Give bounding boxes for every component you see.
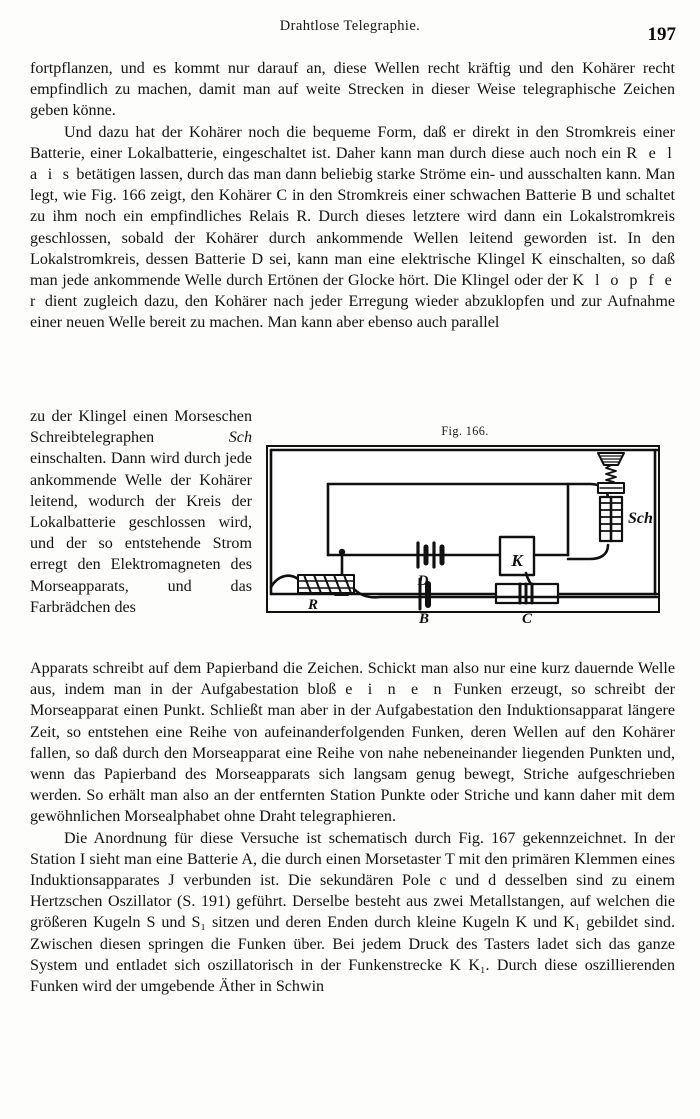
figure-frame bbox=[266, 445, 660, 627]
text-block-wrap-left bbox=[30, 406, 252, 618]
label-bell-k: K bbox=[511, 551, 523, 570]
label-relay-r: R bbox=[308, 597, 319, 613]
emphasis-relais: R e l a i s bbox=[30, 144, 675, 184]
text-block-bottom bbox=[30, 658, 675, 997]
paragraph-4-text: Die Anordnung für diese Versuche ist schematisch durch Fig. 167 gekennzeichnet. In der Station I sieht man eine Batterie A, die durch einen Morsetaster T mit den primären Klemmen eines Induktionsapparates J verbunden ist. Die sekundären Pole c und d desselben sind zu einem Hertzschen Oszillator (S. 191) geführt. Derselbe besteht aus zwei Metallstangen, auf welchen die größeren Kugeln S und S₁ sitzen und deren Enden durch kleine Kugeln K und K₁ gebildet sind. Zwischen diesen springen die Funken über. Bei jedem Druck des Tasters ladet sich das ganze System und entladet sich oszillatorisch in der Funkenstrecke K K₁. Durch diese oszillierenden Funken wird der umgebende Äther in Schwin bbox=[30, 829, 675, 996]
paragraph-3-part-a: Apparats schreibt auf dem Papierband die Zeichen. Schickt man also nur eine kurz dauernde Welle aus, indem man in der Aufgabestation bloß bbox=[30, 660, 675, 699]
local-wire-from-sch bbox=[568, 545, 608, 559]
wrap-text-b: einschalten. Dann wird durch jede ankommende Welle der Kohärer leitend, wodurch der Kreis der Lokalbatterie geschlossen wird, und der so entstehende Strom erregt den Elektromagneten des Morseapparats, und das Farbrädchen des bbox=[30, 450, 252, 616]
label-local-battery-d: D bbox=[417, 573, 429, 589]
paragraph-4 bbox=[30, 828, 675, 998]
circuit-diagram bbox=[268, 447, 657, 627]
paragraph-1-text: fortpflanzen, und es kommt nur darauf an, diese Wellen recht kräftig und den Kohärer recht empfindlich zu machen, damit man auf weite Strecken in dieser Weise telegraphische Zeichen geben könne. bbox=[30, 60, 675, 120]
running-head bbox=[0, 18, 700, 46]
label-morse-writer-sch: Sch bbox=[628, 510, 653, 527]
wrap-paragraph bbox=[30, 406, 252, 618]
label-coherer-c: C bbox=[521, 611, 533, 627]
paragraph-2-part-b: betätigen lassen, durch das man dann beliebig starke Ströme ein- und ausschalten kann. Man legt, wie Fig. 166 zeigt, den Kohärer C in den Stromkreis einer schwachen Batterie B und schaltet zu ihm noch ein empfindliches Relais R. Durch dieses letztere wird dann ein Lokalstromkreis geschlossen, sobald der Kohärer durch ankommende Wellen leitend geworden ist. In den Lokalstromkreis, dessen Batterie D sei, kann man eine elektrische Klingel K einschalten, so daß man jede ankommende Welle durch Ertönen der Glocke hört. Die Klingel oder der bbox=[30, 166, 675, 290]
emphasis-einen: e i n e n bbox=[345, 681, 445, 699]
figure-166 bbox=[266, 424, 664, 627]
paragraph-3-part-b: Funken erzeugt, so schreibt der Morseapparat einen Punkt. Schließt man aber in der Aufgabestation den Induktionsapparat längere Zeit, so entstehen eine Reihe von aufeinanderfolgenden Funken, deren Wellen auf den Kohärer fallen, so daß durch den Morseapparat eine Reihe von nahe nebeneinander liegenden Punkten und, wenn das Papierband des Morseapparats sich langsam genug bewegt, Striche aufgeschrieben werden. So erhält man also an der entfernten Station Punkte oder Striche und kann daher mit dem gewöhnlichen Morsealphabet ohne Draht telegraphieren. bbox=[30, 681, 675, 826]
paragraph-1 bbox=[30, 58, 675, 122]
label-battery-b: B bbox=[418, 611, 430, 627]
figure-caption: Fig. 166. bbox=[441, 424, 489, 438]
text-block-top bbox=[30, 58, 675, 334]
paragraph-2-part-c: dient zugleich dazu, den Kohärer nach jeder Erregung wieder abzuklopfen und zur Aufnahme einer neuen Welle bereit zu machen. Man kann aber ebenso auch parallel bbox=[30, 293, 675, 332]
junction-dot bbox=[339, 549, 345, 555]
sch-spring bbox=[606, 465, 616, 482]
paragraph-2-part-a: Und dazu hat der Kohärer noch die bequeme Form, daß er direkt in den Stromkreis einer Batterie, einer Lokalbatterie, eingeschaltet ist. Daher kann man durch diese auch noch ein bbox=[30, 123, 675, 162]
wrap-text-a: zu der Klingel einen Morseschen Schreibtelegraphen bbox=[30, 408, 252, 447]
paragraph-3 bbox=[30, 658, 675, 828]
relay-lead-in bbox=[271, 576, 298, 587]
paragraph-2 bbox=[30, 122, 675, 334]
page-number: 197 bbox=[647, 24, 676, 45]
emphasis-klopfer: K l o p f e r bbox=[30, 272, 675, 311]
running-head-title: Drahtlose Telegraphie. bbox=[279, 18, 421, 34]
wrap-italic-sch: Sch bbox=[228, 429, 252, 447]
